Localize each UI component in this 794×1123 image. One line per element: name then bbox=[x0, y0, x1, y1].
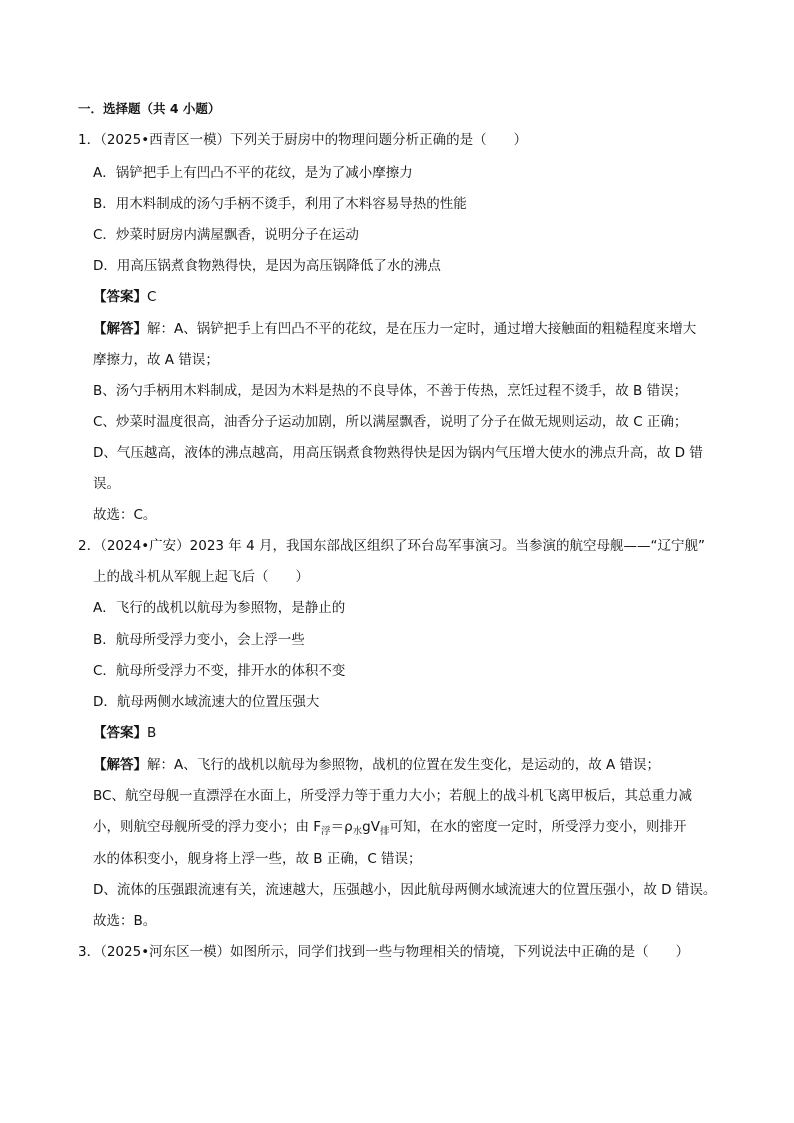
formula-sub-displaced: 排 bbox=[379, 826, 390, 837]
q1-stem: 1．（2025•西青区一模）下列关于厨房中的物理问题分析正确的是（ ） bbox=[78, 132, 528, 148]
q1-analysis-line: B、汤勺手柄用木料制成，是因为木料是热的不良导体，不善于传热，烹饪过程不烫手，故 B 错误； bbox=[93, 383, 688, 399]
q2-answer bbox=[93, 724, 156, 742]
q1-option-b: B．用木料制成的汤勺手柄不烫手，利用了木料容易导热的性能 bbox=[93, 196, 467, 212]
q3-stem: 3．（2025•河东区一模）如图所示，同学们找到一些与物理相关的情境，下列说法中正确的是（ ） bbox=[78, 944, 690, 960]
section-heading: 一．选择题（共 4 小题） bbox=[78, 101, 221, 116]
q1-answer bbox=[93, 288, 156, 306]
formula-pre: 小，则航空母舰所受的浮力变小；由 F bbox=[93, 819, 322, 835]
q1-conclusion: 故选：C。 bbox=[93, 507, 157, 523]
q2-analysis-line: 水的体积变小，舰身将上浮一些，故 B 正确，C 错误； bbox=[93, 851, 422, 867]
q2-analysis-line bbox=[93, 756, 660, 774]
q1-analysis-line: 摩擦力，故 A 错误； bbox=[93, 352, 219, 368]
q2-analysis-line: D、流体的压强跟流速有关，流速越大，压强越小，因此航母两侧水域流速大的位置压强小，故 D 错误。 bbox=[93, 882, 717, 898]
q2-stem-line: 上的战斗机从军舰上起飞后（ ） bbox=[93, 569, 309, 585]
analysis-text: 解：A、锅铲把手上有凹凸不平的花纹，是在压力一定时，通过增大接触面的粗糙程度来增大 bbox=[147, 321, 697, 337]
formula-sub-buoyancy: 浮 bbox=[321, 826, 331, 837]
q2-stem-line: 2．（2024•广安）2023 年 4 月，我国东部战区组织了环台岛军事演习。当参演的航空母舰——“辽宁舰” bbox=[78, 538, 705, 554]
formula-mid: ＝ρ bbox=[330, 819, 353, 835]
q1-analysis-line: D、气压越高，液体的沸点越高，用高压锅煮食物熟得快是因为锅内气压增大使水的沸点升高，故 D 错 bbox=[93, 445, 703, 461]
analysis-tag: 【解答】 bbox=[93, 757, 147, 773]
answer-value: B bbox=[147, 725, 157, 741]
answer-value: C bbox=[147, 289, 157, 305]
q2-option-a: A．飞行的战机以航母为参照物，是静止的 bbox=[93, 600, 346, 616]
q1-option-a: A．锅铲把手上有凹凸不平的花纹，是为了减小摩擦力 bbox=[93, 165, 413, 181]
q1-option-d: D．用高压锅煮食物熟得快，是因为高压锅降低了水的沸点 bbox=[93, 258, 441, 274]
answer-tag: 【答案】 bbox=[93, 725, 147, 741]
q2-conclusion: 故选：B。 bbox=[93, 913, 157, 929]
q1-option-c: C．炒菜时厨房内满屋飘香，说明分子在运动 bbox=[93, 227, 359, 243]
analysis-text: 解：A、飞行的战机以航母为参照物，战机的位置在发生变化，是运动的，故 A 错误； bbox=[147, 757, 661, 773]
formula-sub-water: 水 bbox=[352, 826, 363, 837]
q2-option-d: D．航母两侧水域流速大的位置压强大 bbox=[93, 694, 320, 710]
q1-analysis-line: C、炒菜时温度很高，油香分子运动加剧，所以满屋飘香，说明了分子在做无规则运动，故 C 正确； bbox=[93, 414, 688, 430]
q1-analysis-line: 误。 bbox=[93, 476, 120, 492]
analysis-tag: 【解答】 bbox=[93, 321, 147, 337]
answer-tag: 【答案】 bbox=[93, 289, 147, 305]
q2-option-c: C．航母所受浮力不变，排开水的体积不变 bbox=[93, 663, 346, 679]
q2-analysis-line: BC、航空母舰一直漂浮在水面上，所受浮力等于重力大小；若舰上的战斗机飞离甲板后，其总重力减 bbox=[93, 788, 692, 804]
q1-analysis-line bbox=[93, 320, 696, 338]
formula-post: 可知，在水的密度一定时，所受浮力变小，则排开 bbox=[389, 819, 687, 835]
q2-option-b: B．航母所受浮力变小，会上浮一些 bbox=[93, 632, 305, 648]
q2-formula-line bbox=[93, 818, 687, 838]
formula-mid: gV bbox=[362, 819, 380, 835]
